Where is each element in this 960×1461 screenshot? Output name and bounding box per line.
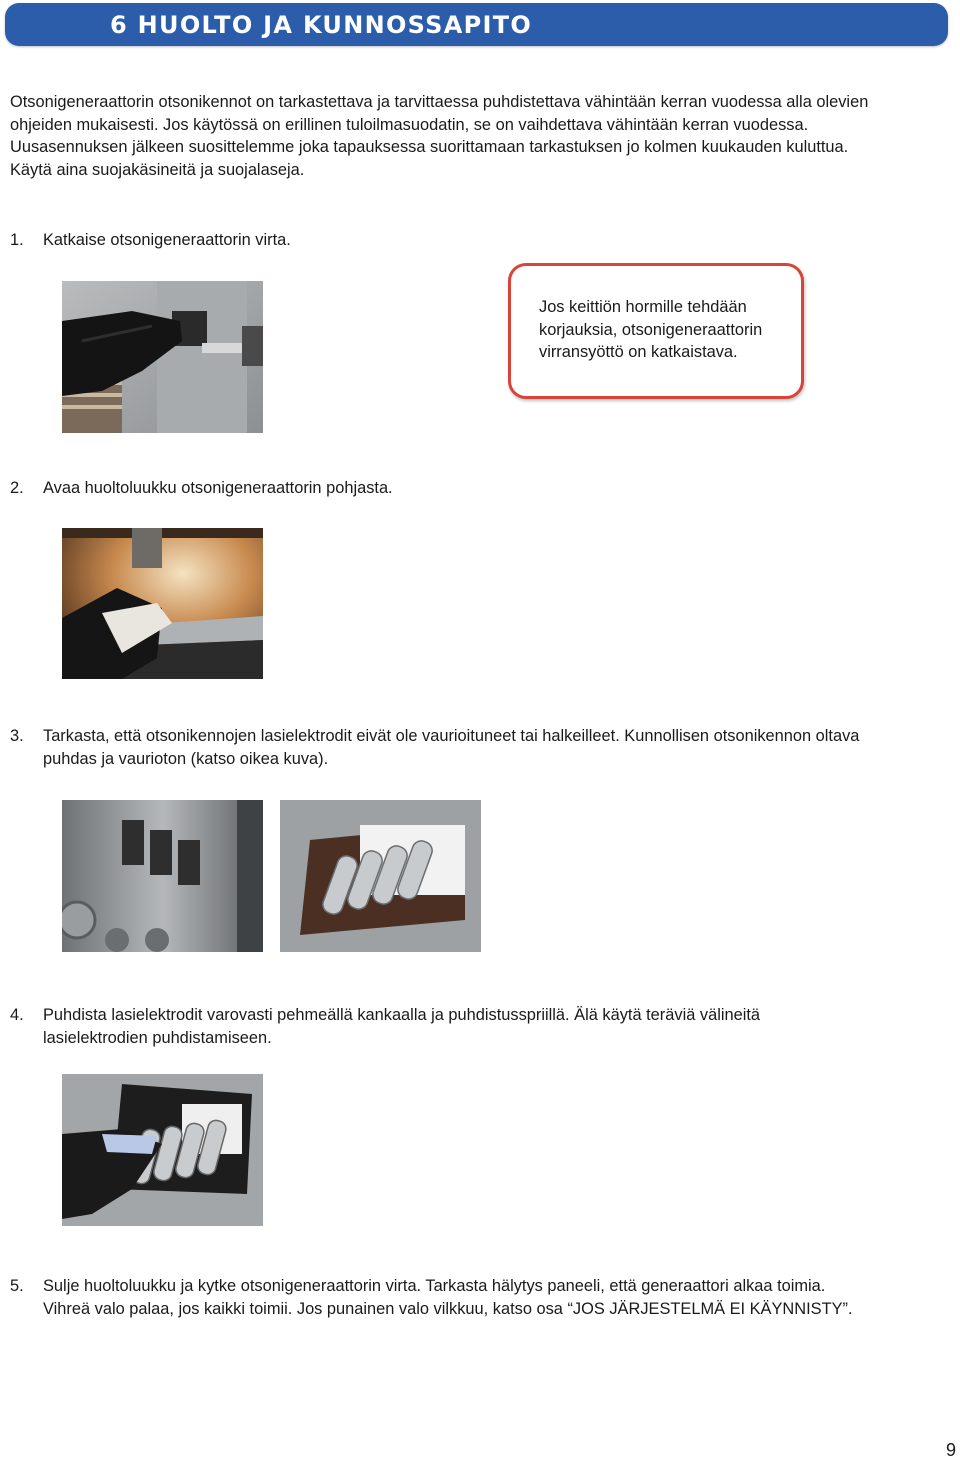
step-text: Avaa huoltoluukku otsonigeneraattorin pohjasta. [43,479,393,497]
intro-line: Uusasennuksen jälkeen suosittelemme joka tapauksessa suorittamaan tarkastuksen jo kolmen kuukauden kuluttua. [10,138,849,156]
step-number: 3. [10,727,24,745]
intro-line: Käytä aina suojakäsineitä ja suojalaseja. [10,160,305,179]
step-text: lasielektrodien puhdistamiseen. [43,1028,272,1047]
note-line: virransyöttö on katkaistava. [539,343,738,361]
note-line: Jos keittiön hormille tehdään [539,298,747,316]
step-number: 2. [10,479,24,497]
warning-note-text [539,296,762,364]
intro-paragraph [10,91,950,181]
intro-line: ohjeiden mukaisesti. Jos käytössä on erillinen tuloilmasuodatin, se on vaihdettava vähintään kerran vuodessa. [10,115,809,134]
photo-power-switch [62,281,263,433]
step-text: puhdas ja vaurioton (katso oikea kuva). [43,749,329,768]
step-text: Vihreä valo palaa, jos kaikki toimii. Jos punainen valo vilkkuu, katso osa “JOS JÄRJESTELMÄ EI KÄYNNISTY”. [43,1299,853,1318]
photo-cleaning-electrodes [62,1074,263,1226]
step-number: 4. [10,1006,24,1024]
step-text: Sulje huoltoluukku ja kytke otsonigeneraattorin virta. Tarkasta hälytys paneeli, että generaattori alkaa toimia. [43,1277,826,1295]
step-number: 1. [10,231,24,249]
step-text: Puhdista lasielektrodit varovasti pehmeällä kankaalla ja puhdistusspriillä. Älä käytä teräviä välineitä [43,1006,761,1024]
photo-ozone-cells-intact [280,800,481,952]
intro-line: Otsonigeneraattorin otsonikennot on tarkastettava ja tarvittaessa puhdistettava vähintään kerran vuodessa alla olevien [10,93,869,111]
note-line: korjauksia, otsonigeneraattorin [539,320,763,339]
photo-open-hatch [62,528,263,679]
section-title: 6 HUOLTO JA KUNNOSSAPITO [110,11,533,39]
step-text: Katkaise otsonigeneraattorin virta. [43,231,291,249]
warning-note-box [508,263,804,399]
section-header-bar [5,3,948,46]
step-text: Tarkasta, että otsonikennojen lasielektrodit eivät ole vaurioituneet tai halkeilleet. Kunnollisen otsonikennon oltava [43,727,860,745]
step-number: 5. [10,1277,24,1295]
photo-ozone-cells-side [62,800,263,952]
page-number: 9 [945,1440,956,1460]
